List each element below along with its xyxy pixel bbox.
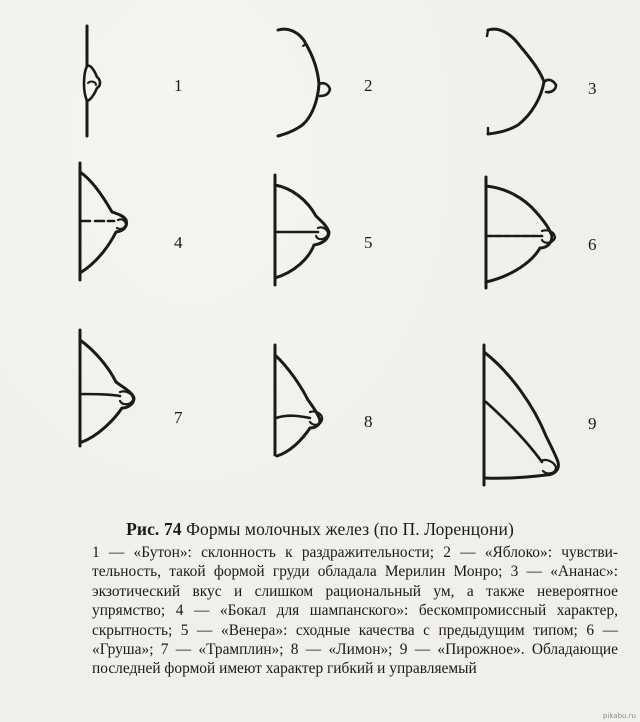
- shape-5-venus: [275, 175, 329, 285]
- shape-9-pastry: [484, 345, 558, 485]
- shape-1-bud: [84, 26, 100, 136]
- figure-number-3: 3: [588, 79, 597, 98]
- figure-number-4: 4: [174, 233, 183, 252]
- watermark: pikabu.ru: [602, 712, 636, 720]
- description-line: скрытность; 5 — «Венера»: сходные качества с предыдущим типом; 6 —: [92, 621, 618, 639]
- caption-label: Рис. 74: [126, 519, 182, 539]
- description-line: «Груша»; 7 — «Трамплин»; 8 — «Лимон»; 9 — «Пирожное». Обладающие: [92, 641, 618, 659]
- description-line: 1 — «Бутон»: склонность к раздражительности; 2 — «Яблоко»: чувстви-: [92, 544, 618, 561]
- shape-6-pear: [486, 177, 555, 288]
- figure-number-8: 8: [364, 412, 373, 431]
- caption-title: Формы молочных желез (по П. Лоренцони): [181, 519, 514, 539]
- caption-description: [92, 543, 618, 679]
- description-line: экзотический вкус и слишком рациональный ум, а также невероятное: [92, 582, 618, 600]
- shape-4-champagne-glass: [80, 163, 127, 280]
- figure-number-7: 7: [174, 408, 183, 427]
- description-line: упрямство; 4 — «Бокал для шампанского»: бескомпромиссный характер,: [92, 602, 618, 620]
- description-line: тельность, такой формой груди обладала Мерилин Монро; 3 — «Ананас»:: [92, 563, 618, 581]
- figure-caption: [0, 519, 640, 540]
- shape-3-pineapple: [487, 29, 556, 134]
- figure-number-1: 1: [174, 76, 183, 95]
- figure-number-5: 5: [364, 233, 373, 252]
- shape-7-springboard: [80, 330, 134, 446]
- shape-2-apple: [278, 29, 330, 136]
- description-line: последней формой имеют характер гибкий и управляемый: [92, 660, 477, 678]
- shape-8-lemon: [275, 345, 322, 456]
- figure-number-9: 9: [588, 414, 597, 433]
- figure-number-6: 6: [588, 235, 597, 254]
- figure-number-2: 2: [364, 76, 373, 95]
